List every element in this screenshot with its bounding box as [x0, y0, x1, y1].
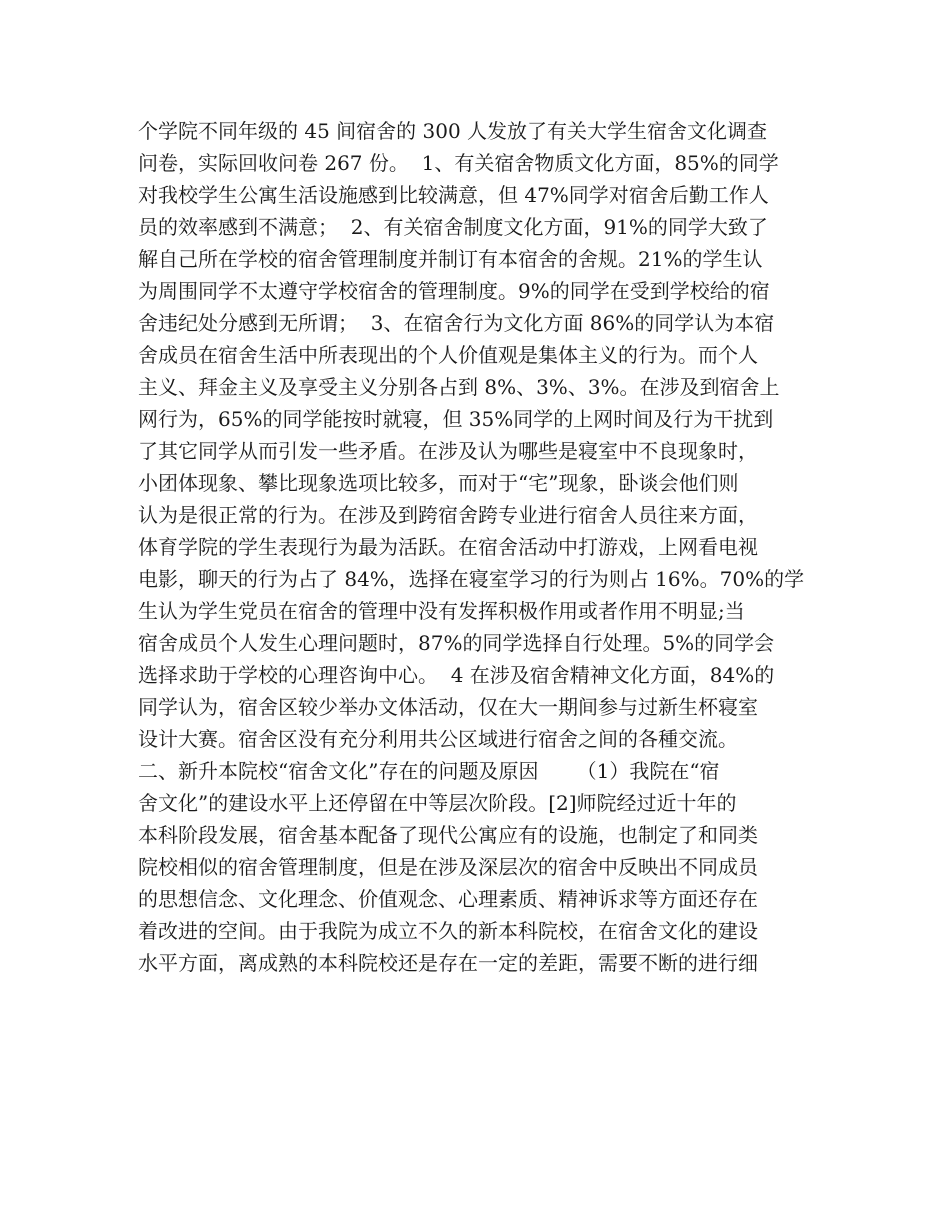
text-line: 认为是很正常的行为。在涉及到跨宿舍跨专业进行宿舍人员往来方面，	[138, 503, 758, 527]
text-line: 院校相似的宿舍管理制度，但是在涉及深层次的宿舍中反映出不同成员	[138, 855, 758, 879]
text-line: 设计大赛。宿舍区没有充分利用共公区域进行宿舍之间的各種交流。	[138, 727, 738, 751]
text-line: 二、新升本院校“宿舍文化”存在的问题及原因 （1）我院在“宿	[138, 759, 720, 783]
text-line: 个学院不同年级的 45 间宿舍的 300 人发放了有关大学生宿舍文化调查	[138, 119, 768, 143]
text-line: 本科阶段发展，宿舍基本配备了现代公寓应有的设施，也制定了和同类	[138, 823, 758, 847]
text-line: 水平方面，离成熟的本科院校还是存在一定的差距，需要不断的进行细	[138, 951, 758, 975]
text-line: 了其它同学从而引发一些矛盾。在涉及认为哪些是寝室中不良现象时，	[138, 439, 758, 463]
text-line: 着改进的空间。由于我院为成立不久的新本科院校，在宿舍文化的建设	[138, 919, 758, 943]
text-line: 舍成员在宿舍生活中所表现出的个人价值观是集体主义的行为。而个人	[138, 343, 758, 367]
text-line: 同学认为，宿舍区较少举办文体活动，仅在大一期间参与过新生杯寝室	[138, 695, 758, 719]
text-line: 舍文化”的建设水平上还停留在中等层次阶段。[2]师院经过近十年的	[138, 791, 737, 815]
text-line: 体育学院的学生表现行为最为活跃。在宿舍活动中打游戏，上网看电视	[138, 535, 758, 559]
text-line: 对我校学生公寓生活设施感到比较满意，但 47%同学对宿舍后勤工作人	[138, 183, 769, 207]
text-line: 舍违纪处分感到无所谓； 3、在宿舍行为文化方面 86%的同学认为本宿	[138, 311, 775, 335]
text-line: 为周围同学不太遵守学校宿舍的管理制度。9%的同学在受到学校给的宿	[138, 279, 770, 303]
text-line: 解自己所在学校的宿舍管理制度并制订有本宿舍的舍规。21%的学生认	[138, 247, 763, 271]
text-line: 员的效率感到不满意； 2、有关宿舍制度文化方面，91%的同学大致了	[138, 215, 768, 239]
text-line: 生认为学生党员在宿舍的管理中没有发挥积极作用或者作用不明显;当	[138, 599, 745, 623]
text-line: 宿舍成员个人发生心理问题时，87%的同学选择自行处理。5%的同学会	[138, 631, 775, 655]
text-line: 小团体现象、攀比现象选项比较多，而对于“宅”现象，卧谈会他们则	[138, 471, 739, 495]
text-line: 主义、拜金主义及享受主义分别各占到 8%、3%、3%。在涉及到宿舍上	[138, 375, 780, 399]
text-line: 选择求助于学校的心理咨询中心。 4 在涉及宿舍精神文化方面，84%的	[138, 663, 775, 687]
text-line: 网行为，65%的同学能按时就寝，但 35%同学的上网时间及行为干扰到	[138, 407, 774, 431]
body-text	[138, 115, 818, 979]
text-line: 电影，聊天的行为占了 84%，选择在寝室学习的行为则占 16%。70%的学	[138, 567, 805, 591]
text-line: 问卷，实际回收问卷 267 份。 1、有关宿舍物质文化方面，85%的同学	[138, 151, 779, 175]
text-line: 的思想信念、文化理念、价值观念、心理素质、精神诉求等方面还存在	[138, 887, 758, 911]
